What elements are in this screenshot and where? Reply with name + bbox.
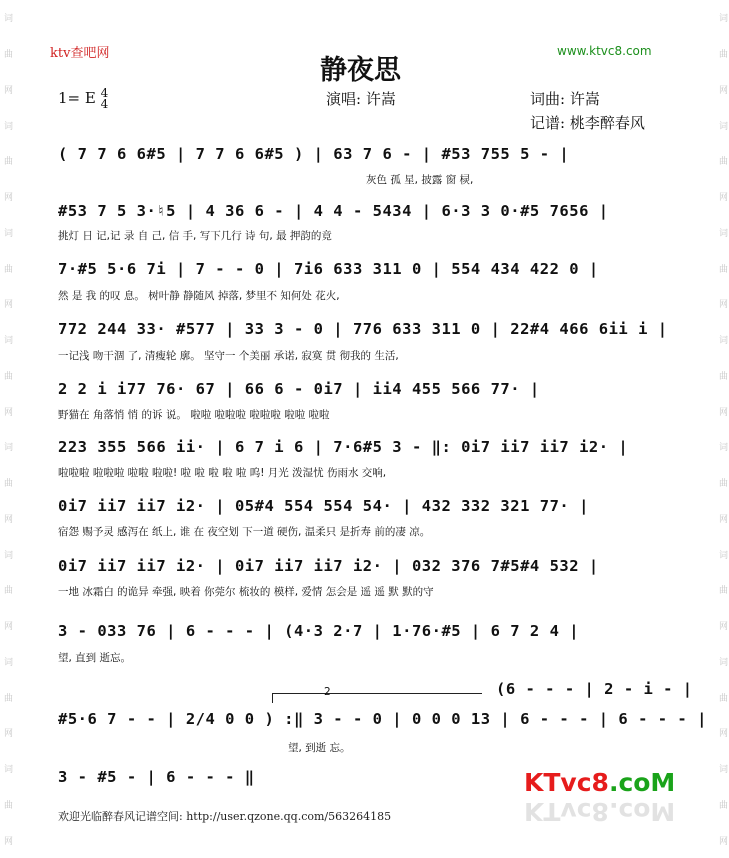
edge-watermark-char: 曲 <box>2 692 12 702</box>
footer-credit: 欢迎光临醉春风记谱空间: http://user.qzone.qq.com/563264185 <box>58 810 392 823</box>
score-row-10-lyrics: 望, 到逝 忘。 <box>288 742 351 754</box>
score-row-4-lyrics: 一记浅 吻干涸 了, 清瘦轮 廓。 坚守一 个美丽 承诺, 寂寞 贯 彻我的 生活, <box>58 350 399 362</box>
edge-watermark-char: 曲 <box>2 49 12 59</box>
logo-dot: . <box>608 768 619 797</box>
page-title: 静夜思 <box>320 55 401 86</box>
edge-watermark-char: 词 <box>717 764 727 774</box>
edge-watermark-char: 网 <box>2 84 12 94</box>
edge-watermark-char: 网 <box>2 192 12 202</box>
time-sig-top: 4 <box>100 86 109 100</box>
key-label: 1= E <box>58 89 96 107</box>
edge-watermark-char: 词 <box>2 335 12 345</box>
edge-watermark-char: 曲 <box>2 799 12 809</box>
edge-watermark-char: 词 <box>2 120 12 130</box>
edge-watermark-char: 词 <box>717 549 727 559</box>
edge-watermark-char: 曲 <box>2 478 12 488</box>
score-row-9-notes: 3 - 033 76 | 6 - - - | (4·3 2·7 | 1·76·#5 | 6 7 2 4 | <box>58 622 580 640</box>
edge-watermark-char: 词 <box>2 227 12 237</box>
logo-text-left: KTvc8 <box>524 768 609 797</box>
edge-watermark-char: 网 <box>717 835 727 845</box>
score-row-10-notes: #5·6 7 - - | 2/4 0 0 ) :‖ 3 - - 0 | 0 0 0 13 | 6 - - - | 6 - - - | <box>58 710 707 728</box>
edge-watermark-char: 词 <box>2 13 12 23</box>
score-row-2-notes: #53 7 5 3·♮5 | 4 36 6 - | 4 4 - 5434 | 6·3 3 0·#5 7656 | <box>58 202 609 220</box>
score-row-3-notes: 7·#5 5·6 7i | 7 - - 0 | 7i6 633 311 0 | 554 434 422 0 | <box>58 260 599 278</box>
logo-reflection <box>524 797 675 826</box>
edge-watermark-char: 曲 <box>717 692 727 702</box>
edge-watermark-char: 网 <box>717 299 727 309</box>
edge-watermark-char: 曲 <box>2 370 12 380</box>
score-row-2-lyrics: 挑灯 日 记,记 录 自 己, 信 手, 写下几行 诗 句, 最 押韵的竟 <box>58 230 332 242</box>
edge-watermark-char: 网 <box>717 621 727 631</box>
edge-watermark-char: 曲 <box>2 263 12 273</box>
logo-reflection-left: KTvc8 <box>524 797 609 826</box>
edge-watermark-char: 曲 <box>717 799 727 809</box>
score-row-7-lyrics: 宿怨 赐予灵 感泻在 纸上, 谁 在 夜空划 下一道 硬伤, 温柔只 是折寿 前的凄 凉。 <box>58 526 431 538</box>
edge-watermark-char: 词 <box>717 120 727 130</box>
score-row-6-notes: 223 355 566 ii· | 6 7 i 6 | 7·6#5 3 - ‖: 0i7 ii7 ii7 i2· | <box>58 438 629 456</box>
key-signature <box>58 88 108 110</box>
site-link-right[interactable]: www.ktvc8.com <box>557 44 652 58</box>
edge-watermark-char: 曲 <box>717 478 727 488</box>
score-row-4-notes: 772 244 33· #577 | 33 3 - 0 | 776 633 311 0 | 22#4 466 6ii i | <box>58 320 668 338</box>
edge-watermark-char: 曲 <box>717 370 727 380</box>
edge-watermark-char: 网 <box>2 621 12 631</box>
score-row-1-notes: ( 7 7 6 6#5 | 7 7 6 6#5 ) | 63 7 6 - | #53 755 5 - | <box>58 145 570 163</box>
edge-watermark-char: 曲 <box>717 585 727 595</box>
edge-watermark-char: 词 <box>717 335 727 345</box>
edge-watermark-char: 网 <box>717 728 727 738</box>
score-row-7-notes: 0i7 ii7 ii7 i2· | 05#4 554 554 54· | 432 332 321 77· | <box>58 497 589 515</box>
singer-credit: 演唱: 许嵩 <box>326 90 396 108</box>
edge-watermark-char: 词 <box>2 764 12 774</box>
site-link-left[interactable]: ktv查吧网 <box>50 46 110 61</box>
left-watermark-strip <box>0 0 14 858</box>
edge-watermark-char: 词 <box>717 656 727 666</box>
volta-bracket-line <box>272 693 482 694</box>
edge-watermark-char: 网 <box>2 406 12 416</box>
edge-watermark-char: 网 <box>717 406 727 416</box>
edge-watermark-char: 词 <box>2 442 12 452</box>
right-watermark-strip <box>715 0 729 858</box>
edge-watermark-char: 曲 <box>2 156 12 166</box>
composer-credit: 词曲: 许嵩 <box>530 90 600 108</box>
score-row-1-lyrics: 灰色 孤 星, 披露 窗 棂, <box>366 174 474 186</box>
score-row-5-notes: 2 2 i i77 76· 67 | 66 6 - 0i7 | ii4 455 566 77· | <box>58 380 540 398</box>
edge-watermark-char: 网 <box>717 84 727 94</box>
edge-watermark-char: 网 <box>2 728 12 738</box>
logo-reflection-right: coM <box>618 797 676 826</box>
edge-watermark-char: 网 <box>2 299 12 309</box>
time-sig-bottom: 4 <box>100 97 109 111</box>
logo-text-right: coM <box>618 768 676 797</box>
score-row-9-lyrics: 望, 直到 逝忘。 <box>58 652 132 664</box>
edge-watermark-char: 网 <box>2 835 12 845</box>
edge-watermark-char: 曲 <box>2 585 12 595</box>
volta-bracket-tick <box>272 693 273 703</box>
score-row-11-notes: 3 - #5 - | 6 - - - ‖ <box>58 768 255 786</box>
ktvc8-logo[interactable] <box>524 768 675 797</box>
edge-watermark-char: 词 <box>717 13 727 23</box>
score-row-8-lyrics: 一地 冰霜白 的诡异 牵强, 映着 你莞尔 梳妆的 模样, 爱情 怎会是 遥 遥 默 默的守 <box>58 586 434 598</box>
edge-watermark-char: 曲 <box>717 263 727 273</box>
edge-watermark-char: 曲 <box>717 49 727 59</box>
score-row-8-notes: 0i7 ii7 ii7 i2· | 0i7 ii7 ii7 i2· | 032 376 7#5#4 532 | <box>58 557 599 575</box>
edge-watermark-char: 网 <box>2 513 12 523</box>
transcriber-credit: 记谱: 桃李醉春风 <box>530 114 645 132</box>
edge-watermark-char: 曲 <box>717 156 727 166</box>
logo-reflection-dot: . <box>608 797 619 826</box>
score-row-5-lyrics: 野猫在 角落悄 悄 的诉 说。 啦啦 啦啦啦 啦啦啦 啦啦 啦啦 <box>58 409 330 421</box>
upper-alternate-notes: (6 - - - | 2 - i - | <box>496 680 693 698</box>
edge-watermark-char: 词 <box>2 656 12 666</box>
edge-watermark-char: 词 <box>717 227 727 237</box>
score-row-3-lyrics: 然 是 我 的叹 息。 树叶静 静随风 掉落, 梦里不 知何处 花火, <box>58 290 340 302</box>
score-row-6-lyrics: 啦啦啦 啦啦啦 啦啦 啦啦! 啦 啦 啦 啦 啦 呜! 月光 泼湿忧 伤雨水 交响, <box>58 467 387 479</box>
edge-watermark-char: 词 <box>2 549 12 559</box>
edge-watermark-char: 词 <box>717 442 727 452</box>
edge-watermark-char: 网 <box>717 513 727 523</box>
time-signature <box>101 88 109 110</box>
volta-number: 2 <box>324 686 331 698</box>
edge-watermark-char: 网 <box>717 192 727 202</box>
